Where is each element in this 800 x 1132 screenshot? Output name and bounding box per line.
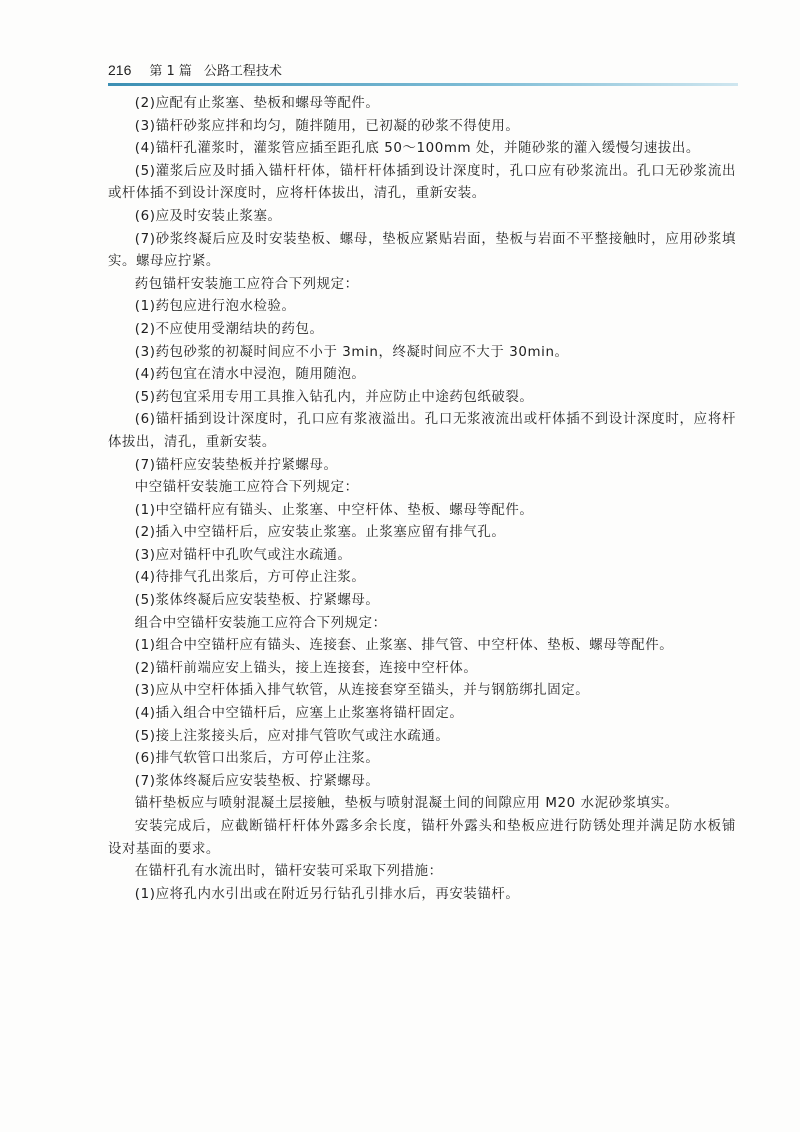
page-number: 216 (108, 62, 132, 78)
paragraph: (3)锚杆砂浆应拌和均匀，随拌随用，已初凝的砂浆不得使用。 (134, 118, 520, 134)
paragraph: (4)待排气孔出浆后，方可停止注浆。 (134, 570, 366, 586)
running-header (108, 60, 728, 84)
paragraph: (4)插入组合中空锚杆后，应塞上止浆塞将锚杆固定。 (134, 706, 464, 722)
paragraph: (7)砂浆终凝后应及时安装垫板、螺母，垫板应紧贴岩面，垫板与岩面不平整接触时，应用砂浆填实。螺母应拧紧。 (108, 231, 736, 270)
section-lead: 组合中空锚杆安装施工应符合下列规定： (134, 615, 387, 631)
paragraph: (2)应配有止浆塞、垫板和螺母等配件。 (134, 96, 380, 111)
paragraph: (5)药包宜采用专用工具推入钻孔内，并应防止中途药包纸破裂。 (134, 389, 534, 405)
paragraph: (4)锚杆孔灌浆时，灌浆管应插至距孔底 50～100mm 处，并随砂浆的灌入缓慢匀速拔出。 (134, 141, 700, 157)
paragraph: (6)排气软管口出浆后，方可停止注浆。 (134, 751, 380, 767)
paragraph: (2)插入中空锚杆后，应安装止浆塞。止浆塞应留有排气孔。 (134, 525, 506, 541)
part-label: 第 1 篇 (149, 64, 192, 79)
paragraph: (5)灌浆后应及时插入锚杆杆体，锚杆杆体插到设计深度时，孔口应有砂浆流出。孔口无砂浆流出或杆体插不到设计深度时，应将杆体拔出，清孔，重新安装。 (108, 163, 736, 202)
paragraph: (1)应将孔内水引出或在附近另行钻孔引排水后，再安装锚杆。 (134, 886, 520, 902)
paragraph: (6)锚杆插到设计深度时，孔口应有浆液溢出。孔口无浆液流出或杆体插不到设计深度时，应将杆体拔出，清孔，重新安装。 (108, 412, 736, 450)
paragraph: (4)药包宜在清水中浸泡，随用随泡。 (134, 367, 366, 383)
section-lead: 在锚杆孔有水流出时，锚杆安装可采取下列措施： (134, 864, 443, 880)
paragraph: (1)中空锚杆应有锚头、止浆塞、中空杆体、垫板、螺母等配件。 (134, 502, 534, 518)
paragraph: (3)应对锚杆中孔吹气或注水疏通。 (134, 547, 352, 563)
paragraph: 锚杆垫板应与喷射混凝土层接触，垫板与喷射混凝土间的间隙应用 M20 水泥砂浆填实。 (134, 796, 679, 812)
paragraph: 安装完成后，应截断锚杆杆体外露多余长度，锚杆外露头和垫板应进行防锈处理并满足防水板铺设对基面的要求。 (108, 819, 736, 857)
body-text (108, 93, 736, 906)
paragraph: (5)浆体终凝后应安装垫板、拧紧螺母。 (134, 593, 380, 609)
paragraph: (6)应及时安装止浆塞。 (134, 208, 282, 224)
paragraph: (2)锚杆前端应安上锚头，接上连接套，连接中空杆体。 (134, 660, 478, 676)
paragraph: (5)接上注浆接头后，应对排气管吹气或注水疏通。 (134, 728, 450, 744)
paragraph: (3)药包砂浆的初凝时间应不小于 3min，终凝时间应不大于 30min。 (134, 344, 569, 360)
part-title: 公路工程技术 (203, 64, 282, 79)
paragraph: (3)应从中空杆体插入排气软管，从连接套穿至锚头，并与钢筋绑扎固定。 (134, 683, 590, 699)
section-lead: 药包锚杆安装施工应符合下列规定： (134, 276, 359, 292)
paragraph: (2)不应使用受潮结块的药包。 (134, 321, 324, 337)
paragraph: (1)组合中空锚杆应有锚头、连接套、止浆塞、排气管、中空杆体、垫板、螺母等配件。 (134, 638, 674, 654)
paragraph: (7)锚杆应安装垫板并拧紧螺母。 (134, 457, 338, 473)
paragraph: (7)浆体终凝后应安装垫板、拧紧螺母。 (134, 773, 380, 789)
header-rule (108, 83, 738, 86)
paragraph: (1)药包应进行泡水检验。 (134, 299, 296, 315)
section-lead: 中空锚杆安装施工应符合下列规定： (134, 480, 359, 496)
